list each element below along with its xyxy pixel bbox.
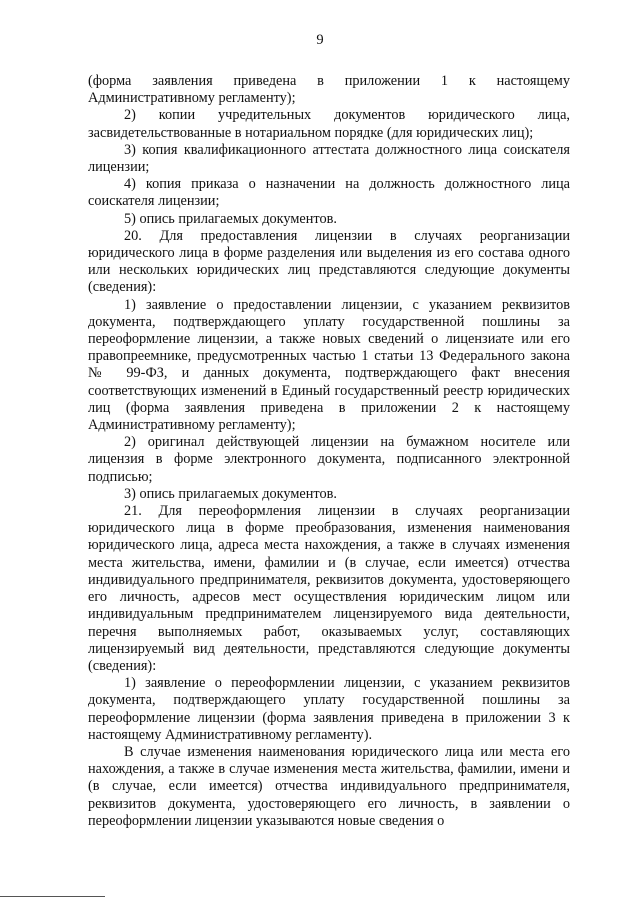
paragraph: 21. Для переоформления лицензии в случаях реорганизации юридического лица в форме преобразования, изменения наименования юридического лица, адреса места нахождения, а также в случаях изменения места жительства, имени, фамилии и (в случае, если имеется) отчества индивидуального предпринимателя, реквизитов документа, удостоверяющего его личность, адресов мест осуществления юридическим лицом или индивидуальным предпринимателем лицензируемого вида деятельности, перечня выполняемых работ, оказываемых услуг, составляющих лицензируемый вид деятельности, представляются следующие документы (сведения):: [88, 503, 570, 674]
paragraph: В случае изменения наименования юридического лица или места его нахождения, а также в случае изменения места жительства, фамилии, имени и (в случае, если имеется) отчества индивидуального предпринимателя, реквизитов документа, удостоверяющего его личность, в заявлении о переоформлении лицензии указываются новые сведения о: [88, 743, 570, 829]
paragraph: 1) заявление о переоформлении лицензии, с указанием реквизитов документа, подтверждающего уплату государственной пошлины за переоформление лицензии (форма заявления приведена в приложении 3 к настоящему Административному регламенту).: [88, 675, 570, 743]
paragraph: 4) копия приказа о назначении на должность должностного лица соискателя лицензии;: [88, 176, 570, 210]
paragraph: 2) копии учредительных документов юридического лица, засвидетельствованные в нотариальном порядке (для юридических лиц);: [88, 107, 570, 141]
page-number: 9: [316, 32, 324, 48]
paragraph: 3) копия квалификационного аттестата должностного лица соискателя лицензии;: [88, 141, 570, 176]
paragraph: 2) оригинал действующей лицензии на бумажном носителе или лицензия в форме электронного документа, подписанного электронной подписью;: [88, 434, 570, 485]
document-body: [88, 73, 570, 830]
paragraph: 3) опись прилагаемых документов.: [124, 485, 337, 502]
paragraph: 20. Для предоставления лицензии в случаях реорганизации юридического лица в форме разделения или выделения из его состава одного или нескольких юридических лиц представляются следующие документы (сведения):: [88, 227, 570, 296]
paragraph: 5) опись прилагаемых документов.: [124, 210, 337, 227]
paragraph: 1) заявление о предоставлении лицензии, с указанием реквизитов документа, подтверждающего уплату государственной пошлины за переоформление лицензии, а также новых сведений о лицензиате или его правопреемнике, предусмотренных частью 1 статьи 13 Федерального закона № 99-ФЗ, и данных документа, подтверждающего факт внесения соответствующих изменений в Единый государственный реестр юридических лиц (форма заявления приведена в приложении 2 к настоящему Административному регламенту);: [88, 296, 570, 434]
paragraph: (форма заявления приведена в приложении 1 к настоящему Административному регламенту);: [88, 73, 570, 107]
scan-artifact-line: [0, 896, 105, 897]
